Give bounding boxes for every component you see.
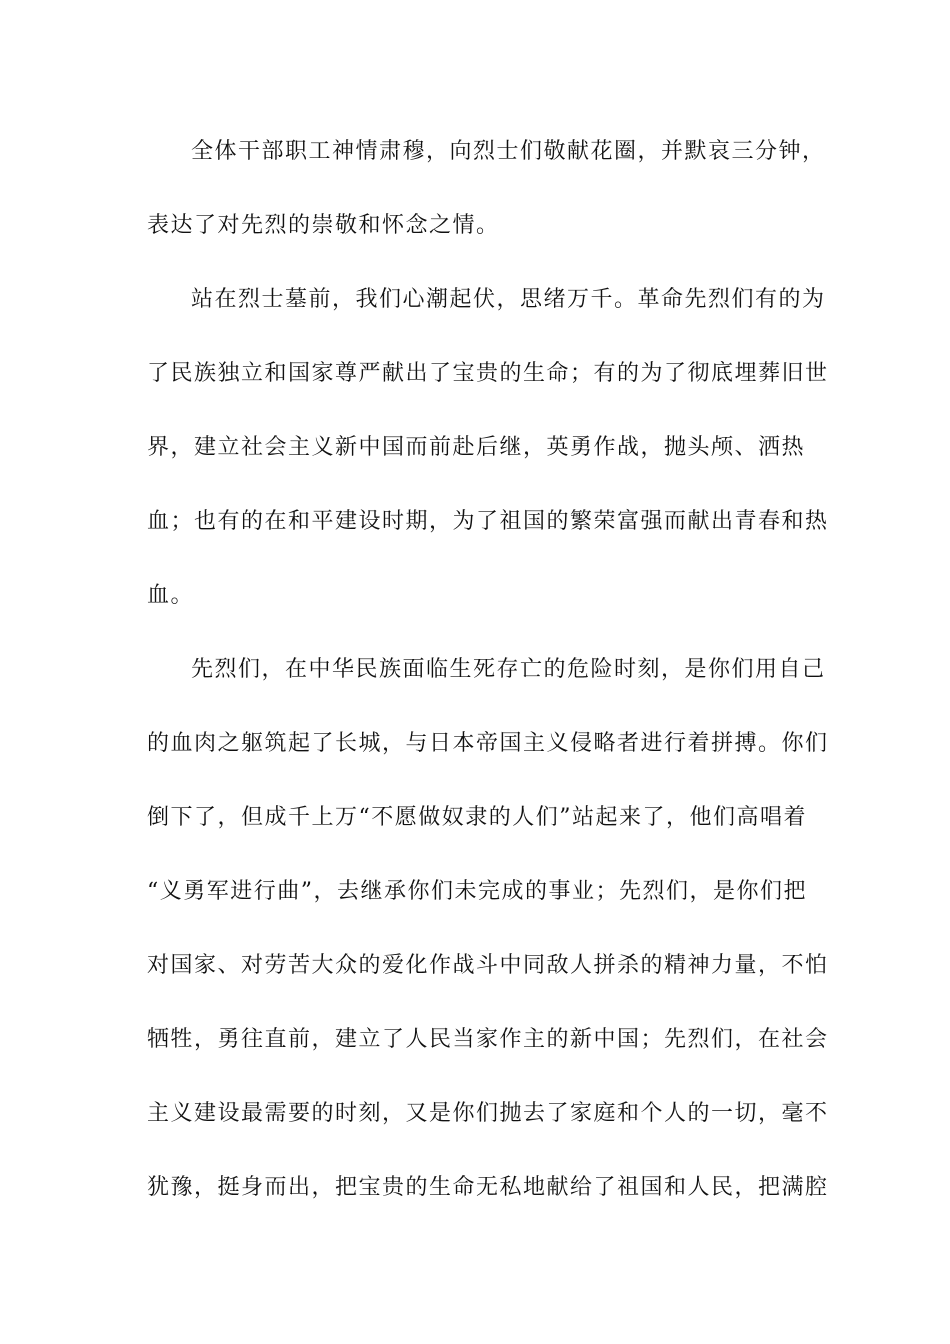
- paragraph-2-line-1: 站在烈士墓前，我们心潮起伏，思绪万千。革命先烈们有的为: [191, 287, 826, 312]
- paragraph-3-line-1: 先烈们，在中华民族面临生死存亡的危险时刻，是你们用自己: [191, 657, 826, 682]
- paragraph-2-line-3: 界，建立社会主义新中国而前赴后继，英勇作战，抛头颅、洒热: [147, 435, 806, 460]
- paragraph-2-line-2: 了民族独立和国家尊严献出了宝贵的生命；有的为了彻底埋葬旧世: [147, 361, 829, 386]
- paragraph-2-line-5: 血。: [147, 583, 195, 608]
- paragraph-3-line-8: 犹豫，挺身而出，把宝贵的生命无私地献给了祖国和人民，把满腔: [147, 1175, 829, 1200]
- paragraph-2-line-4: 血；也有的在和平建设时期，为了祖国的繁荣富强而献出青春和热: [147, 509, 829, 534]
- paragraph-3-line-6: 牺牲，勇往直前，建立了人民当家作主的新中国；先烈们，在社会: [147, 1027, 829, 1052]
- paragraph-1-line-2: 表达了对先烈的崇敬和怀念之情。: [147, 213, 500, 238]
- paragraph-3-line-4: “义勇军进行曲”，去继承你们未完成的事业；先烈们，是你们把: [147, 879, 807, 904]
- paragraph-3-line-7: 主义建设最需要的时刻，又是你们抛去了家庭和个人的一切，毫不: [147, 1101, 829, 1126]
- paragraph-1-line-1: 全体干部职工神情肃穆，向烈士们敬献花圈，并默哀三分钟，: [191, 139, 826, 164]
- paragraph-3-line-3: 倒下了，但成千上万“不愿做奴隶的人们”站起来了，他们高唱着: [147, 805, 807, 830]
- paragraph-3-line-2: 的血肉之躯筑起了长城，与日本帝国主义侵略者进行着拼搏。你们: [147, 731, 829, 756]
- paragraph-3-line-5: 对国家、对劳苦大众的爱化作战斗中同敌人拼杀的精神力量，不怕: [147, 953, 829, 978]
